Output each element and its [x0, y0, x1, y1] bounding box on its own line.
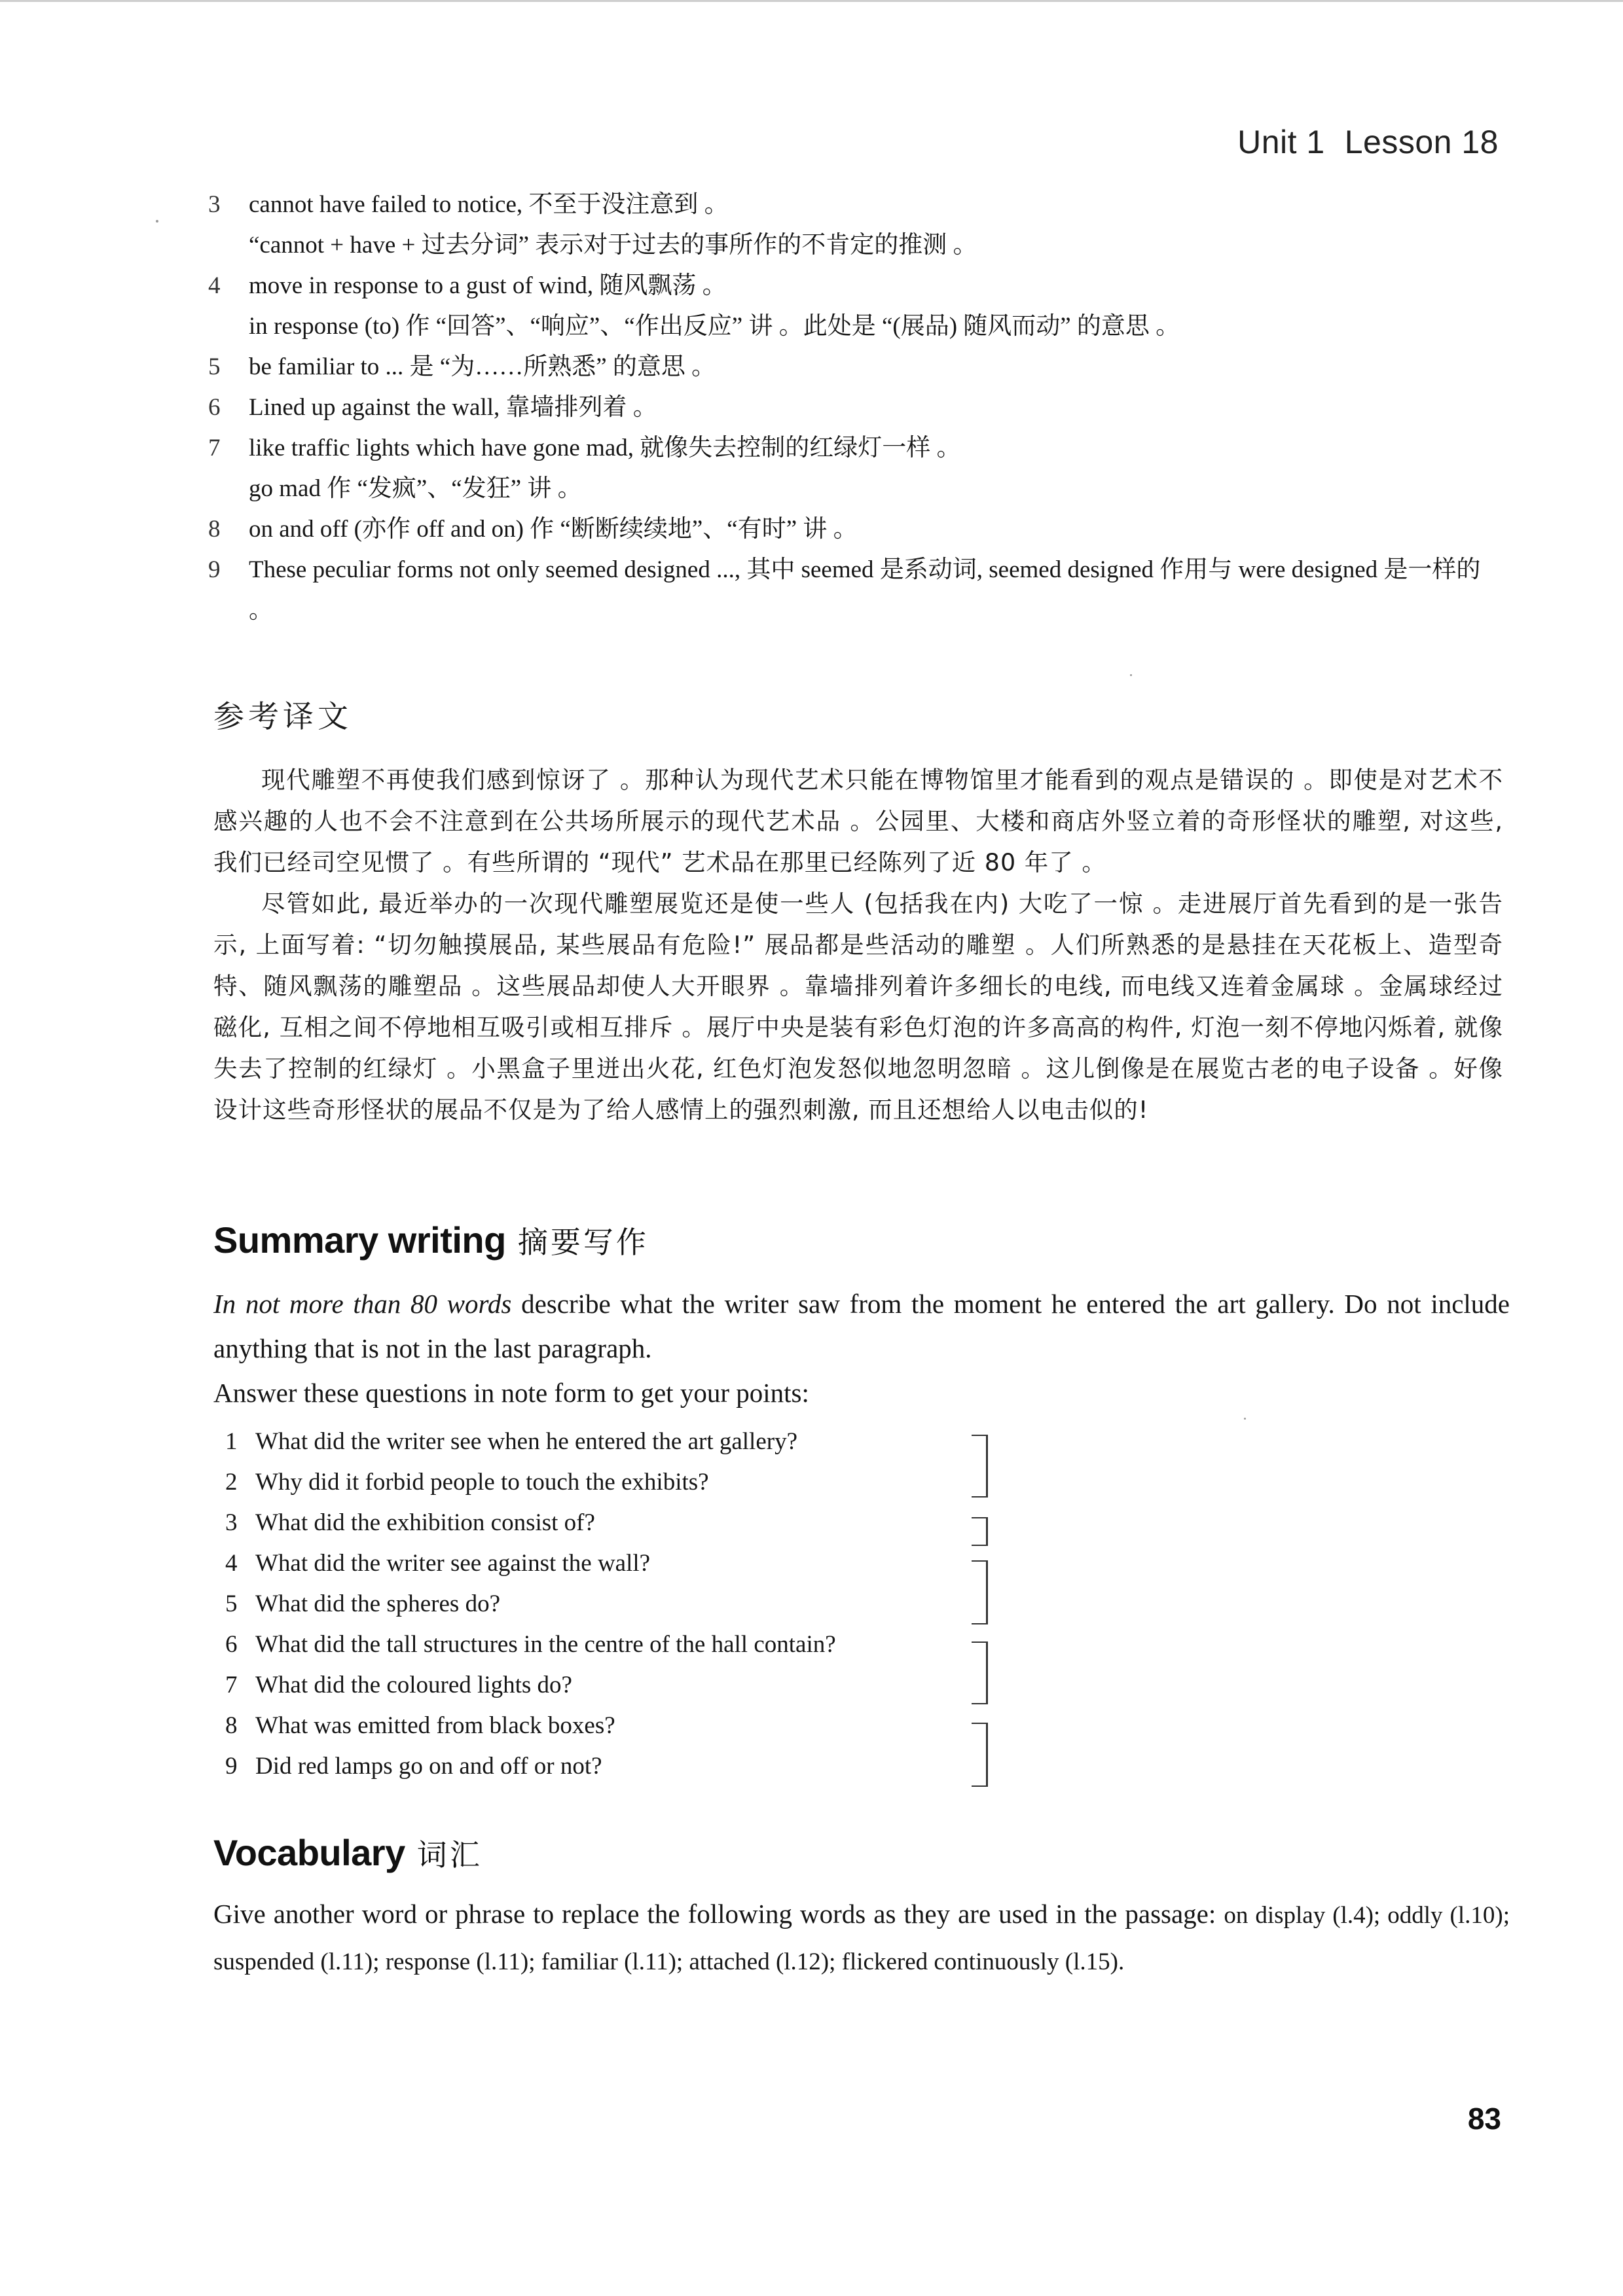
page-top-edge: [0, 0, 1623, 2]
grouping-bracket: [972, 1560, 988, 1624]
note-text: be familiar to ... 是 “为……所熟悉” 的意思 。: [249, 353, 716, 380]
question-item: [225, 1543, 1076, 1584]
question-text: What did the writer see when he entered the art gallery?: [255, 1428, 798, 1455]
scan-speck: [1130, 674, 1132, 676]
question-item: [225, 1462, 1076, 1503]
vocabulary-heading: [213, 1831, 483, 1874]
question-number: 8: [225, 1712, 238, 1739]
note-number: 5: [208, 353, 221, 380]
lesson-label: Lesson 18: [1344, 124, 1499, 160]
note-number: 7: [208, 435, 221, 461]
question-number: 7: [225, 1672, 238, 1698]
question-number: 6: [225, 1631, 238, 1658]
question-text: What did the spheres do?: [255, 1590, 500, 1617]
note-number: 3: [208, 191, 221, 218]
question-text: Why did it forbid people to touch the exhibits?: [255, 1469, 709, 1496]
note-number: 8: [208, 516, 221, 543]
reference-translation-heading: 参考译文: [213, 699, 352, 735]
question-text: What did the writer see against the wall?: [255, 1550, 651, 1577]
note-subtext: go mad 作 “发疯”、“发狂” 讲 。: [249, 475, 582, 502]
question-list: [225, 1422, 1076, 1787]
question-item: [225, 1746, 1076, 1787]
notes-list: [208, 185, 1504, 631]
note-number: 9: [208, 556, 221, 583]
vocabulary-intro: Give another word or phrase to replace the following words as they are used in the passage:: [213, 1899, 1224, 1929]
reference-translation: [213, 759, 1503, 1130]
grouping-bracket: [972, 1641, 988, 1704]
grouping-bracket: [972, 1517, 988, 1546]
note-text: cannot have failed to notice, 不至于没注意到 。: [249, 191, 729, 218]
question-number: 9: [225, 1753, 238, 1780]
note-item: [208, 509, 1504, 550]
vocabulary-exercise: [213, 1892, 1510, 1984]
question-item: [225, 1422, 1076, 1462]
page-number: 83: [1467, 2102, 1501, 2136]
question-text: Did red lamps go on and off or not?: [255, 1753, 602, 1780]
question-item: [225, 1665, 1076, 1706]
grouping-bracket: [972, 1723, 988, 1787]
translation-paragraph: 尽管如此, 最近举办的一次现代雕塑展览还是使一些人 (包括我在内) 大吃了一惊 。走进展厅首先看到的是一张告示, 上面写着: “切勿触摸展品, 某些展品有危险!” 展品都是些活动的雕塑 。人们所熟悉的是悬挂在天花板上、造型奇特、随风飘荡的雕塑品 。这些展品却使人大开眼界 。靠墙排列着许多细长的电线, 而电线又连着金属球 。金属球经过磁化, 互相之间不停地相互吸引或相互排斥 。展厅中央是装有彩色灯泡的许多高高的构件, 灯泡一刻不停地闪烁着, 就像失去了控制的红绿灯 。小黑盒子里迸出火花, 红色灯泡发怒似地忽明忽暗 。这儿倒像是在展览古老的电子设备 。好像设计这些奇形怪状的展品不仅是为了给人感情上的强烈刺激, 而且还想给人以电击似的!: [213, 889, 1503, 1124]
question-text: What did the coloured lights do?: [255, 1672, 572, 1698]
question-number: 4: [225, 1550, 238, 1577]
grouping-bracket: [972, 1435, 988, 1498]
summary-instructions: [213, 1282, 1510, 1415]
note-text: move in response to a gust of wind, 随风飘荡 。: [249, 272, 727, 299]
note-text: Lined up against the wall, 靠墙排列着 。: [249, 394, 657, 421]
question-number: 2: [225, 1469, 238, 1496]
scan-speck: [1244, 1418, 1246, 1420]
question-item: [225, 1503, 1076, 1543]
question-text: What did the exhibition consist of?: [255, 1509, 595, 1536]
question-number: 5: [225, 1590, 238, 1617]
note-text: on and off (亦作 off and on) 作 “断断续续地”、“有时” 讲 。: [249, 516, 858, 543]
note-item: [208, 266, 1504, 347]
question-number: 1: [225, 1428, 238, 1455]
translation-paragraph: 现代雕塑不再使我们感到惊讶了 。那种认为现代艺术只能在博物馆里才能看到的观点是错误的 。即使是对艺术不感兴趣的人也不会不注意到在公共场所展示的现代艺术品 。公园里、大楼和商店外竖立着的奇形怪状的雕塑, 对这些, 我们已经司空见惯了 。有些所谓的 “现代” 艺术品在那里已经陈列了近 80 年了 。: [213, 766, 1503, 876]
summary-writing-heading: [213, 1219, 649, 1262]
vocabulary-word-list: on display (l.4); oddly (l.10); suspended (l.11); response (l.11); familiar (l.11); attached (l.12); flickered continuously (l.15).: [213, 1902, 1510, 1975]
note-item: [208, 185, 1504, 266]
note-subtext: “cannot + have + 过去分词” 表示对于过去的事所作的不肯定的推测 。: [249, 232, 977, 259]
note-item: [208, 428, 1504, 509]
note-subtext: in response (to) 作 “回答”、“响应”、“作出反应” 讲 。此处是 “(展品) 随风而动” 的意思 。: [249, 313, 1180, 340]
scan-speck: [156, 220, 158, 223]
note-number: 6: [208, 394, 221, 421]
note-text: like traffic lights which have gone mad, 就像失去控制的红绿灯一样 。: [249, 435, 961, 461]
vocabulary-title-en: Vocabulary: [213, 1832, 405, 1873]
note-item: [208, 347, 1504, 387]
question-item: [225, 1624, 1076, 1665]
vocabulary-title-cn: 词汇: [416, 1837, 483, 1873]
instruction-lead: In not more than 80 words: [213, 1289, 512, 1319]
note-item: [208, 387, 1504, 428]
question-number: 3: [225, 1509, 238, 1536]
summary-title-en: Summary writing: [213, 1219, 506, 1261]
note-text: These peculiar forms not only seemed designed ..., 其中 seemed 是系动词, seemed designed 作用与 were designed 是一样的 。: [249, 556, 1481, 624]
note-item: [208, 550, 1504, 631]
instruction-rest: describe what the writer saw from the moment he entered the art gallery. Do not include anything that is not in the last paragraph.: [213, 1289, 1510, 1363]
question-item: [225, 1584, 1076, 1624]
question-item: [225, 1706, 1076, 1746]
note-number: 4: [208, 272, 221, 299]
question-text: What did the tall structures in the centre of the hall contain?: [255, 1631, 836, 1658]
question-text: What was emitted from black boxes?: [255, 1712, 615, 1739]
answer-prompt: Answer these questions in note form to get your points:: [213, 1378, 809, 1408]
unit-label: Unit 1: [1237, 124, 1325, 160]
summary-title-cn: 摘要写作: [517, 1225, 649, 1260]
running-header: [1237, 123, 1499, 161]
